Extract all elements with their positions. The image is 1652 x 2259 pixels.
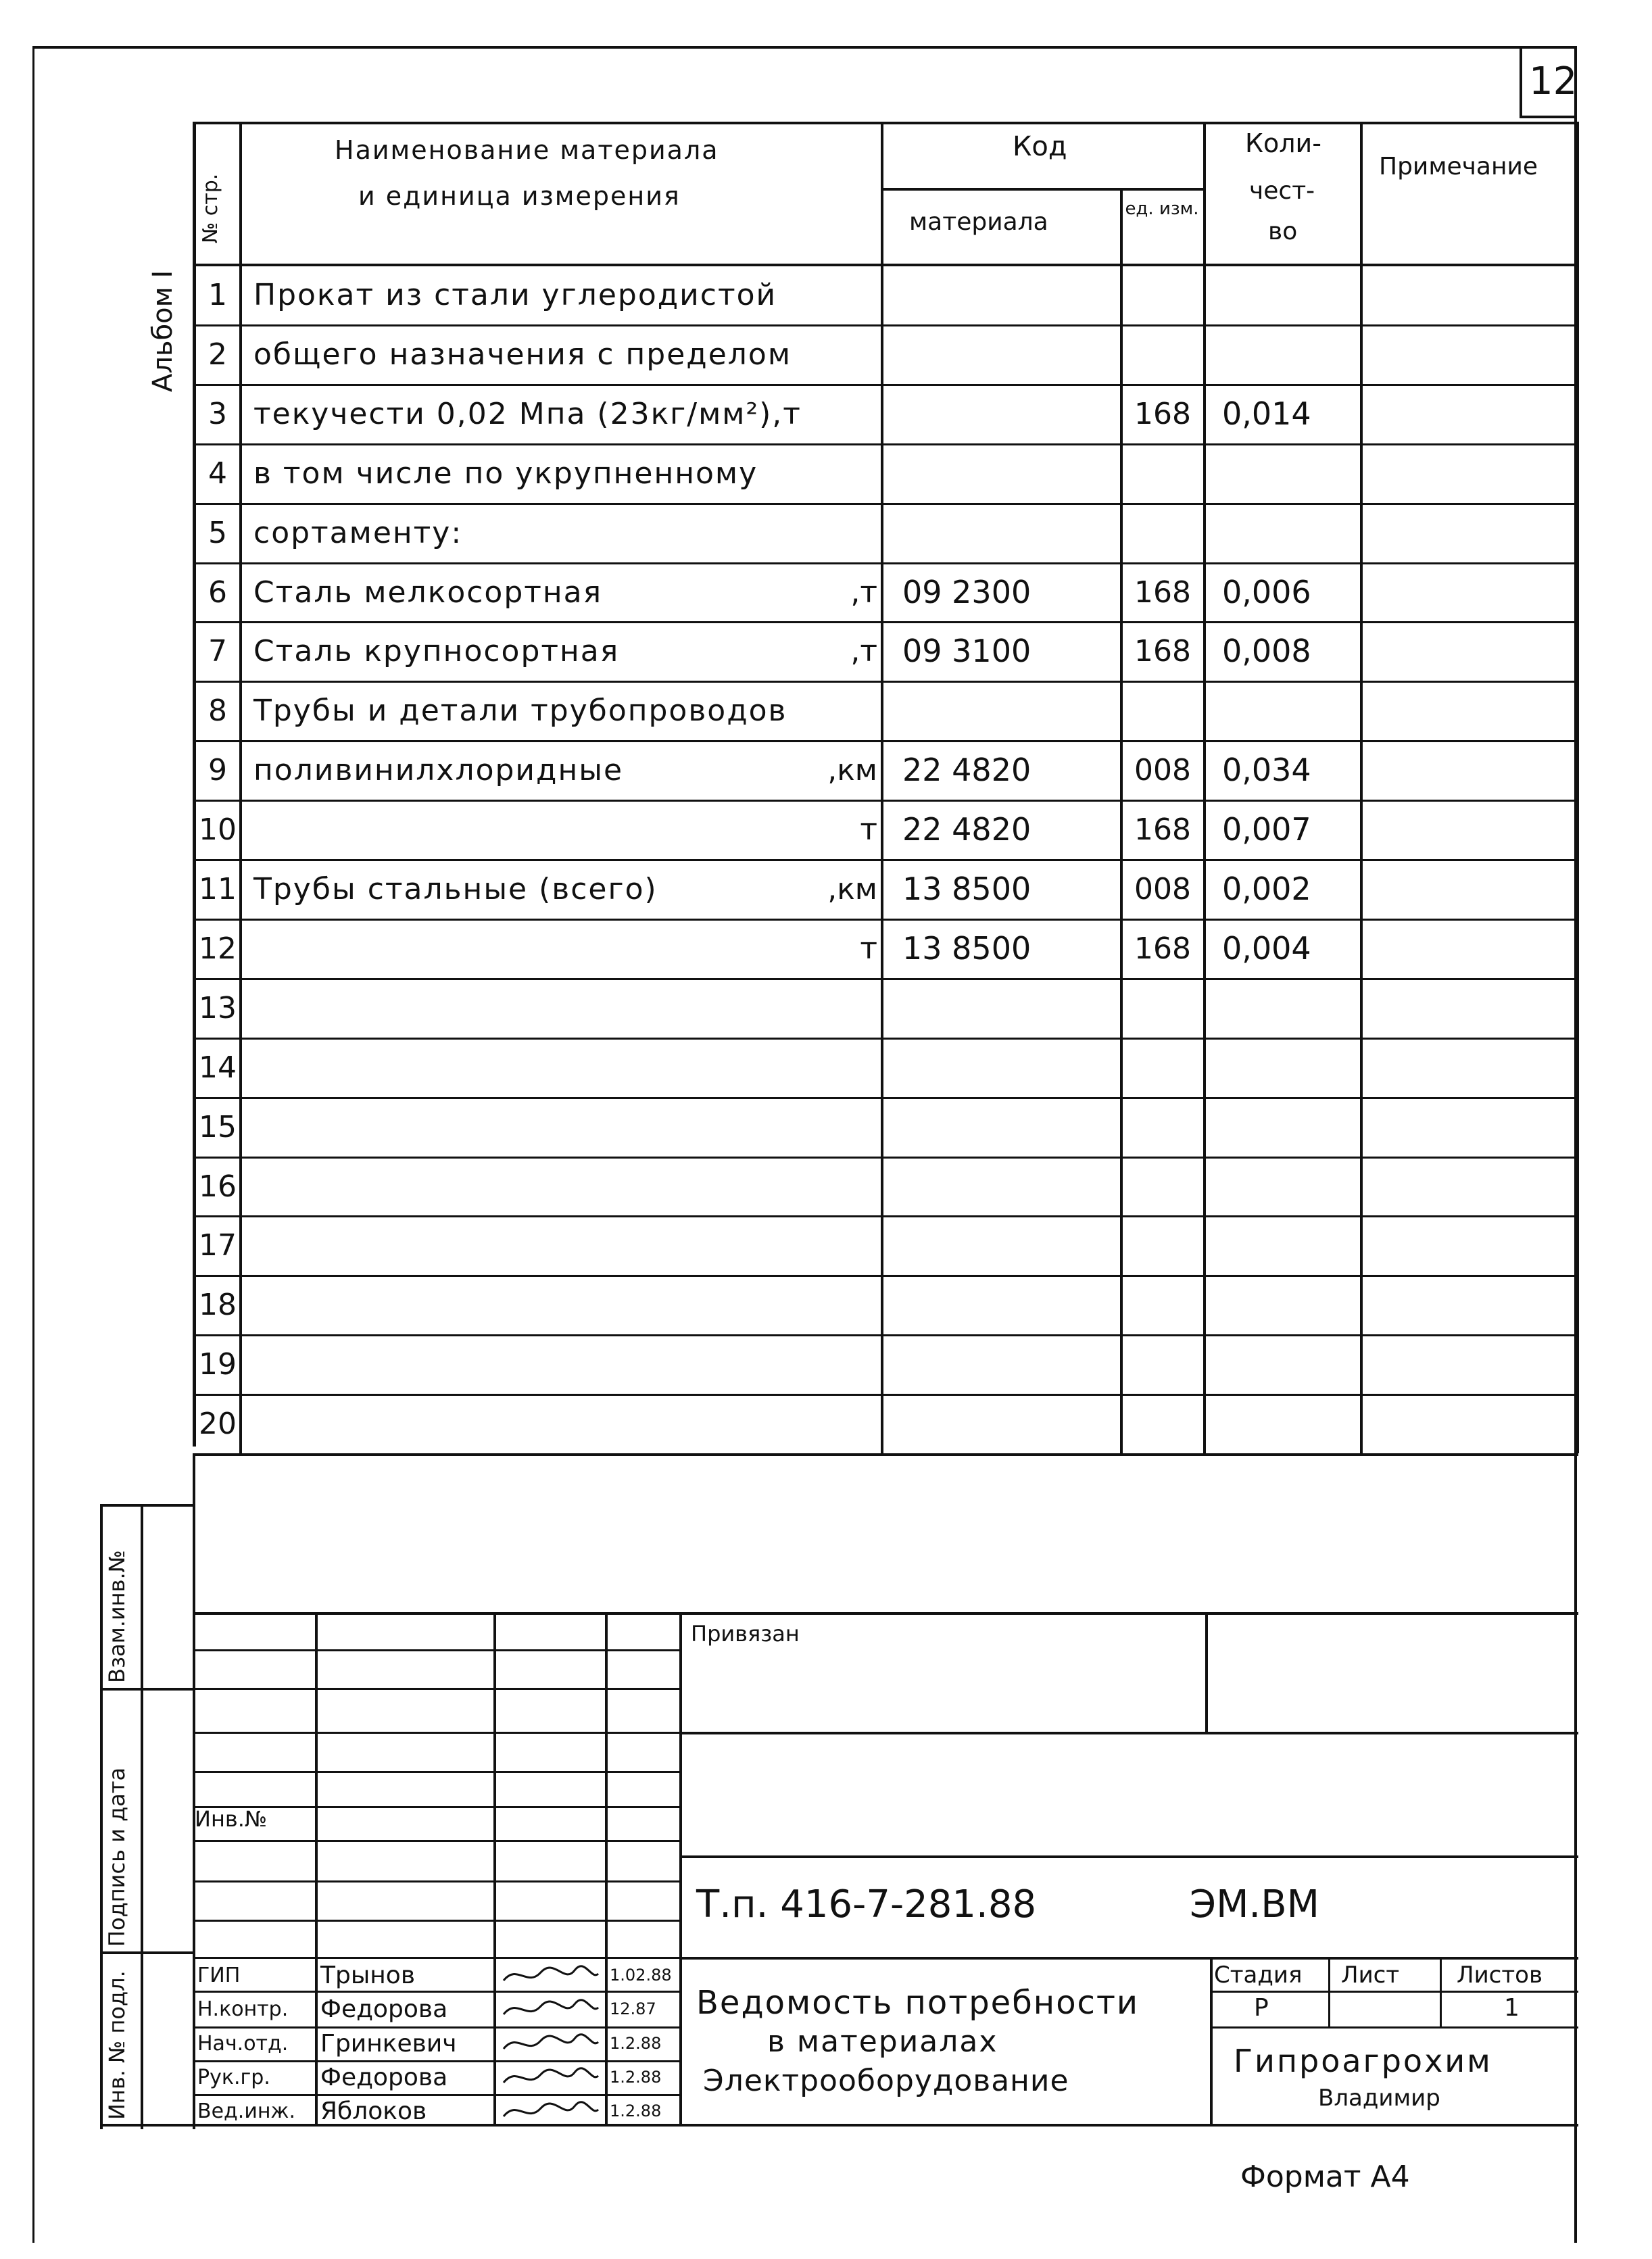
row-unit-code bbox=[1123, 443, 1202, 503]
stamp-row-line bbox=[193, 1649, 682, 1651]
side-podpis: Подпись и дата bbox=[104, 1767, 130, 1947]
header-material: материала bbox=[909, 208, 1048, 236]
row-unit-code bbox=[1123, 1275, 1202, 1334]
lower-block-top bbox=[193, 1453, 1578, 1456]
row-quantity: 0,007 bbox=[1222, 811, 1311, 848]
row-unit-code: 168 bbox=[1134, 396, 1191, 431]
row-unit-code bbox=[1123, 1334, 1202, 1394]
sheets-label: Листов bbox=[1457, 1962, 1543, 1989]
row-material-code: 13 8500 bbox=[902, 930, 1031, 967]
row-material-code bbox=[902, 1215, 1119, 1275]
signer-date: 1.2.88 bbox=[610, 2034, 662, 2053]
row-number: 8 bbox=[208, 693, 227, 728]
stamp-row-line bbox=[193, 1840, 682, 1842]
row-number: 15 bbox=[199, 1109, 237, 1144]
row-material-name: Трубы и детали трубопроводов bbox=[253, 693, 787, 728]
row-quantity: 0,006 bbox=[1222, 574, 1311, 610]
stamp-row-line bbox=[193, 1771, 682, 1773]
stage-col-2 bbox=[1440, 1957, 1442, 2028]
row-unit-suffix bbox=[777, 681, 877, 740]
row-number: 1 bbox=[208, 277, 227, 312]
row-quantity bbox=[1222, 1038, 1357, 1097]
header-qty-1: Коли- bbox=[1245, 128, 1321, 158]
row-material-name: общего назначения с пределом bbox=[253, 337, 792, 372]
row-unit-code bbox=[1123, 503, 1202, 562]
row-unit-suffix: т bbox=[860, 931, 877, 966]
signature-scribble bbox=[500, 1994, 602, 2025]
row-unit-suffix bbox=[777, 384, 877, 443]
row-quantity bbox=[1222, 681, 1357, 740]
row-number: 16 bbox=[199, 1169, 237, 1204]
signer-date: 1.02.88 bbox=[610, 1966, 672, 1985]
doc-title-1: Ведомость потребности bbox=[696, 1984, 1140, 2022]
row-material-code: 22 4820 bbox=[902, 752, 1031, 788]
stage-row-line-2 bbox=[1210, 2026, 1578, 2029]
header-qty-3: во bbox=[1268, 218, 1298, 245]
row-number: 2 bbox=[208, 337, 227, 372]
row-material-code bbox=[902, 1334, 1119, 1394]
doc-code: Т.п. 416-7-281.88 bbox=[696, 1882, 1037, 1926]
side-strip-bottom bbox=[100, 2124, 195, 2127]
stage-col-1 bbox=[1328, 1957, 1330, 2028]
row-unit-code: 168 bbox=[1134, 931, 1191, 966]
stamp-row-line bbox=[193, 1732, 682, 1734]
col-code-right bbox=[1120, 189, 1123, 1453]
row-quantity bbox=[1222, 443, 1357, 503]
side-vzam: Взам.инв.№ bbox=[104, 1550, 130, 1683]
col-name-right bbox=[881, 122, 883, 1453]
stamp-col-f bbox=[1210, 1957, 1213, 2126]
signer-date: 12.87 bbox=[610, 1999, 656, 2018]
row-material-code bbox=[902, 324, 1119, 384]
table-left bbox=[193, 122, 196, 1447]
signer-role: Вед.инж. bbox=[197, 2099, 295, 2123]
row-unit-code: 168 bbox=[1134, 575, 1191, 610]
row-number: 5 bbox=[208, 515, 227, 550]
org-name: Гипроагрохим bbox=[1234, 2043, 1492, 2079]
signer-name: Гринкевич bbox=[320, 2029, 457, 2058]
row-material-name: сортаменту: bbox=[253, 515, 463, 550]
row-unit-suffix bbox=[777, 1157, 877, 1216]
row-unit-suffix bbox=[777, 324, 877, 384]
signature-scribble bbox=[500, 2096, 602, 2127]
side-strip-div-2 bbox=[100, 1951, 195, 1954]
header-no: № стр. bbox=[199, 173, 222, 243]
row-quantity bbox=[1222, 1215, 1357, 1275]
row-material-code bbox=[902, 503, 1119, 562]
row-material-name: в том числе по укрупненному bbox=[253, 456, 758, 491]
side-strip-right bbox=[141, 1504, 143, 2129]
row-unit-code bbox=[1123, 681, 1202, 740]
signer-name: Яблоков bbox=[320, 2097, 427, 2125]
row-quantity: 0,008 bbox=[1222, 633, 1311, 669]
row-number: 17 bbox=[199, 1228, 237, 1263]
row-number: 4 bbox=[208, 456, 227, 491]
row-number: 11 bbox=[199, 871, 237, 906]
row-material-code bbox=[902, 1394, 1119, 1453]
stamp-right-mid-2 bbox=[679, 1855, 1578, 1858]
row-quantity: 0,002 bbox=[1222, 871, 1311, 907]
signature-scribble bbox=[500, 2062, 602, 2093]
row-material-code: 13 8500 bbox=[902, 871, 1031, 907]
row-unit-code bbox=[1123, 978, 1202, 1038]
row-quantity: 0,034 bbox=[1222, 752, 1311, 788]
col-no-right bbox=[239, 122, 242, 1453]
row-unit-code: 008 bbox=[1134, 871, 1191, 906]
row-unit-code bbox=[1123, 1157, 1202, 1216]
stamp-row-line bbox=[193, 1880, 682, 1882]
side-inv-podl: Инв. № подл. bbox=[104, 1970, 130, 2120]
row-unit-code: 008 bbox=[1134, 752, 1191, 787]
signer-date: 1.2.88 bbox=[610, 2102, 662, 2120]
row-quantity bbox=[1222, 324, 1357, 384]
row-unit-code bbox=[1123, 1215, 1202, 1275]
signer-name: Трынов bbox=[320, 1961, 416, 1989]
row-material-code bbox=[902, 443, 1119, 503]
row-quantity bbox=[1222, 1394, 1357, 1453]
stage-label: Стадия bbox=[1214, 1962, 1303, 1989]
stamp-top bbox=[193, 1612, 1578, 1615]
side-strip-top bbox=[100, 1504, 195, 1507]
row-material-code: 09 3100 bbox=[902, 633, 1031, 669]
row-material-code: 09 2300 bbox=[902, 574, 1031, 610]
row-unit-suffix bbox=[777, 1334, 877, 1394]
header-name-2: и единица измерения bbox=[358, 181, 681, 211]
row-unit-suffix: ,т bbox=[850, 633, 877, 669]
stamp-right-mid-1 bbox=[679, 1732, 1578, 1734]
stamp-right-mid-3 bbox=[679, 1957, 1578, 1960]
row-unit-suffix bbox=[777, 1394, 877, 1453]
stamp-col-e bbox=[1205, 1612, 1208, 1734]
stage-value: Р bbox=[1254, 1994, 1269, 2022]
col-qty-right bbox=[1360, 122, 1363, 1453]
header-note: Примечание bbox=[1379, 153, 1538, 180]
row-unit-suffix: т bbox=[860, 812, 877, 847]
row-quantity bbox=[1222, 1157, 1357, 1216]
row-quantity bbox=[1222, 1275, 1357, 1334]
signer-name: Федорова bbox=[320, 2063, 448, 2091]
signer-date: 1.2.88 bbox=[610, 2068, 662, 2087]
row-unit-suffix: ,км bbox=[827, 871, 877, 906]
page-number: 12 bbox=[1529, 59, 1578, 103]
row-number: 13 bbox=[199, 990, 237, 1025]
row-unit-code bbox=[1123, 1394, 1202, 1453]
row-unit-suffix bbox=[777, 1275, 877, 1334]
stamp-row-line bbox=[193, 1920, 682, 1922]
row-number: 20 bbox=[199, 1406, 237, 1441]
org-city: Владимир bbox=[1318, 2085, 1440, 2112]
row-quantity bbox=[1222, 265, 1357, 324]
doc-title-2: в материалах bbox=[767, 2024, 998, 2059]
row-material-code bbox=[902, 1097, 1119, 1157]
row-material-name: Трубы стальные (всего) bbox=[253, 871, 658, 906]
row-number: 3 bbox=[208, 396, 227, 431]
row-unit-suffix bbox=[777, 1215, 877, 1275]
row-number: 6 bbox=[208, 575, 227, 610]
header-unit: ед. изм. bbox=[1125, 199, 1199, 219]
row-number: 12 bbox=[199, 931, 237, 966]
row-material-code bbox=[902, 1275, 1119, 1334]
row-number: 9 bbox=[208, 752, 227, 787]
row-number: 18 bbox=[199, 1287, 237, 1322]
side-strip-div-1 bbox=[100, 1688, 195, 1691]
col-unit-right bbox=[1203, 122, 1206, 1453]
row-material-code bbox=[902, 681, 1119, 740]
signer-name: Федорова bbox=[320, 1995, 448, 2023]
row-quantity: 0,014 bbox=[1222, 395, 1311, 432]
row-material-code bbox=[902, 1157, 1119, 1216]
row-unit-suffix bbox=[777, 265, 877, 324]
row-unit-code: 168 bbox=[1134, 812, 1191, 847]
row-number: 10 bbox=[199, 812, 237, 847]
row-unit-code: 168 bbox=[1134, 633, 1191, 669]
signature-scribble bbox=[500, 2029, 602, 2060]
row-unit-code bbox=[1123, 324, 1202, 384]
row-unit-suffix bbox=[777, 1038, 877, 1097]
row-unit-suffix bbox=[777, 503, 877, 562]
code-divider bbox=[881, 188, 1206, 191]
stamp-row-line bbox=[193, 1688, 682, 1690]
row-unit-suffix bbox=[777, 978, 877, 1038]
signer-role: ГИП bbox=[197, 1963, 241, 1987]
row-quantity bbox=[1222, 1097, 1357, 1157]
row-quantity bbox=[1222, 1334, 1357, 1394]
row-unit-code bbox=[1123, 265, 1202, 324]
row-unit-suffix: ,км bbox=[827, 752, 877, 787]
page-num-box-left bbox=[1520, 47, 1522, 118]
row-unit-code bbox=[1123, 1038, 1202, 1097]
signer-role: Н.контр. bbox=[197, 1997, 289, 2021]
album-label: Альбом I bbox=[147, 270, 178, 392]
signer-role: Нач.отд. bbox=[197, 2031, 289, 2056]
inv-no-label: Инв.№ bbox=[195, 1806, 268, 1832]
row-unit-suffix: ,т bbox=[850, 575, 877, 610]
col-note-right bbox=[1576, 122, 1579, 1453]
row-unit-code bbox=[1123, 1097, 1202, 1157]
doc-mark: ЭМ.ВМ bbox=[1190, 1882, 1319, 1926]
sheet-label: Лист bbox=[1341, 1962, 1400, 1989]
row-material-name: Сталь крупносортная bbox=[253, 633, 620, 669]
header-qty-2: чест- bbox=[1249, 177, 1315, 205]
row-quantity bbox=[1222, 978, 1357, 1038]
page-num-box-bottom bbox=[1520, 116, 1577, 118]
row-material-name: Сталь мелкосортная bbox=[253, 575, 603, 610]
row-material-name: текучести 0,02 Мпа (23кг/мм²),т bbox=[253, 396, 802, 431]
row-number: 7 bbox=[208, 633, 227, 669]
row-unit-suffix bbox=[777, 443, 877, 503]
sheets-value: 1 bbox=[1504, 1994, 1520, 2022]
header-code: Код bbox=[1013, 131, 1067, 162]
row-material-name: Прокат из стали углеродистой bbox=[253, 277, 777, 312]
row-material-code bbox=[902, 265, 1119, 324]
signature-scribble bbox=[500, 1960, 602, 1991]
row-number: 19 bbox=[199, 1346, 237, 1382]
row-quantity: 0,004 bbox=[1222, 930, 1311, 967]
row-material-code bbox=[902, 978, 1119, 1038]
doc-title-3: Электрооборудование bbox=[703, 2064, 1069, 2098]
row-unit-suffix bbox=[777, 1097, 877, 1157]
side-strip-left bbox=[100, 1504, 103, 2129]
row-material-name: поливинилхлоридные bbox=[253, 752, 624, 787]
header-name-1: Наименование материала bbox=[335, 135, 719, 165]
row-number: 14 bbox=[199, 1050, 237, 1085]
stage-row-line-1 bbox=[1210, 1991, 1578, 1993]
table-top bbox=[193, 122, 1578, 124]
row-quantity bbox=[1222, 503, 1357, 562]
signer-role: Рук.гр. bbox=[197, 2065, 270, 2089]
format-label: Формат А4 bbox=[1240, 2160, 1410, 2194]
row-material-code: 22 4820 bbox=[902, 811, 1031, 848]
frame-top bbox=[32, 46, 1577, 49]
privyazan-label: Привязан bbox=[691, 1621, 800, 1647]
row-material-code bbox=[902, 384, 1119, 443]
frame-left bbox=[32, 46, 34, 2243]
row-material-code bbox=[902, 1038, 1119, 1097]
